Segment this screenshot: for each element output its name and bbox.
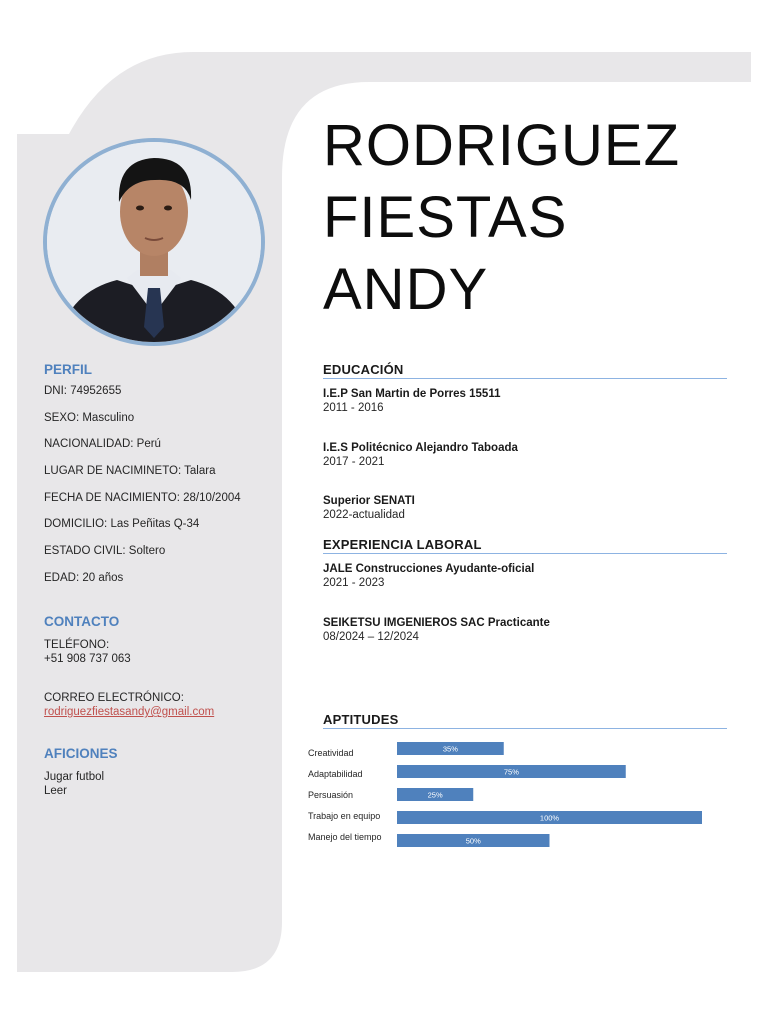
entry-dates: 2011 - 2016 bbox=[323, 402, 384, 414]
aficion-item: Leer bbox=[44, 785, 68, 797]
email-label: CORREO ELECTRÓNICO: bbox=[44, 692, 184, 704]
perfil-heading: PERFIL bbox=[44, 362, 93, 377]
experiencia-entry bbox=[323, 616, 550, 644]
educacion-entry bbox=[323, 441, 518, 469]
skill-value-label: 25% bbox=[427, 790, 443, 800]
perfil-lugar-nacimiento: LUGAR DE NACIMINETO: Talara bbox=[44, 465, 216, 478]
skill-label: Trabajo en equipo bbox=[308, 811, 381, 821]
entry-dates: 2022-actualidad bbox=[323, 509, 405, 521]
email-block bbox=[44, 691, 214, 719]
perfil-list bbox=[44, 384, 241, 598]
perfil-domicilio: DOMICILIO: Las Peñitas Q-34 bbox=[44, 518, 200, 531]
full-name bbox=[323, 110, 680, 326]
educacion-heading: EDUCACIÓN bbox=[323, 362, 727, 379]
skill-label: Adaptabilidad bbox=[308, 769, 363, 779]
phone-number: +51 908 737 063 bbox=[44, 653, 131, 665]
skill-value-label: 100% bbox=[539, 813, 560, 823]
aficion-item: Jugar futbol bbox=[44, 771, 105, 783]
perfil-estado-civil: ESTADO CIVIL: Soltero bbox=[44, 545, 166, 558]
perfil-dni: DNI: 74952655 bbox=[44, 385, 122, 397]
educacion-entry bbox=[323, 387, 501, 415]
entry-dates: 08/2024 – 12/2024 bbox=[323, 631, 419, 643]
aptitudes-heading: APTITUDES bbox=[323, 712, 727, 729]
entry-title: I.E.P San Martin de Porres 15511 bbox=[323, 388, 501, 400]
phone-block bbox=[44, 638, 131, 666]
perfil-sexo: SEXO: Masculino bbox=[44, 411, 135, 424]
skill-label: Persuasión bbox=[308, 790, 354, 800]
skill-value-label: 75% bbox=[503, 767, 519, 777]
entry-dates: 2017 - 2021 bbox=[323, 456, 385, 468]
contacto-heading: CONTACTO bbox=[44, 614, 120, 629]
skill-value-label: 50% bbox=[465, 836, 481, 846]
entry-dates: 2021 - 2023 bbox=[323, 577, 385, 589]
entry-title: SEIKETSU IMGENIEROS SAC Practicante bbox=[323, 617, 550, 629]
experiencia-entry bbox=[323, 562, 534, 590]
skills-bar-chart bbox=[300, 738, 740, 858]
name-line-1: RODRIGUEZ bbox=[323, 113, 680, 178]
skill-label: Manejo del tiempo bbox=[308, 832, 382, 842]
name-line-3: ANDY bbox=[323, 257, 489, 322]
skill-label: Creatividad bbox=[308, 748, 354, 758]
experiencia-heading: EXPERIENCIA LABORAL bbox=[323, 537, 727, 554]
entry-title: Superior SENATI bbox=[323, 495, 415, 507]
profile-photo bbox=[43, 138, 265, 346]
educacion-entry bbox=[323, 494, 415, 522]
perfil-edad: EDAD: 20 años bbox=[44, 571, 124, 584]
entry-title: I.E.S Politécnico Alejandro Taboada bbox=[323, 442, 518, 454]
aficiones-heading: AFICIONES bbox=[44, 746, 118, 761]
email-link[interactable]: rodriguezfiestasandy@gmail.com bbox=[44, 706, 215, 718]
perfil-fecha-nacimiento: FECHA DE NACIMIENTO: 28/10/2004 bbox=[44, 491, 241, 504]
entry-title: JALE Construcciones Ayudante-oficial bbox=[323, 563, 535, 575]
name-line-2: FIESTAS bbox=[323, 185, 568, 250]
aficiones-list bbox=[44, 770, 104, 798]
skill-value-label: 35% bbox=[442, 744, 458, 754]
person-portrait-icon bbox=[47, 142, 261, 342]
phone-label: TELÉFONO: bbox=[44, 639, 110, 651]
perfil-nacionalidad: NACIONALIDAD: Perú bbox=[44, 438, 161, 451]
